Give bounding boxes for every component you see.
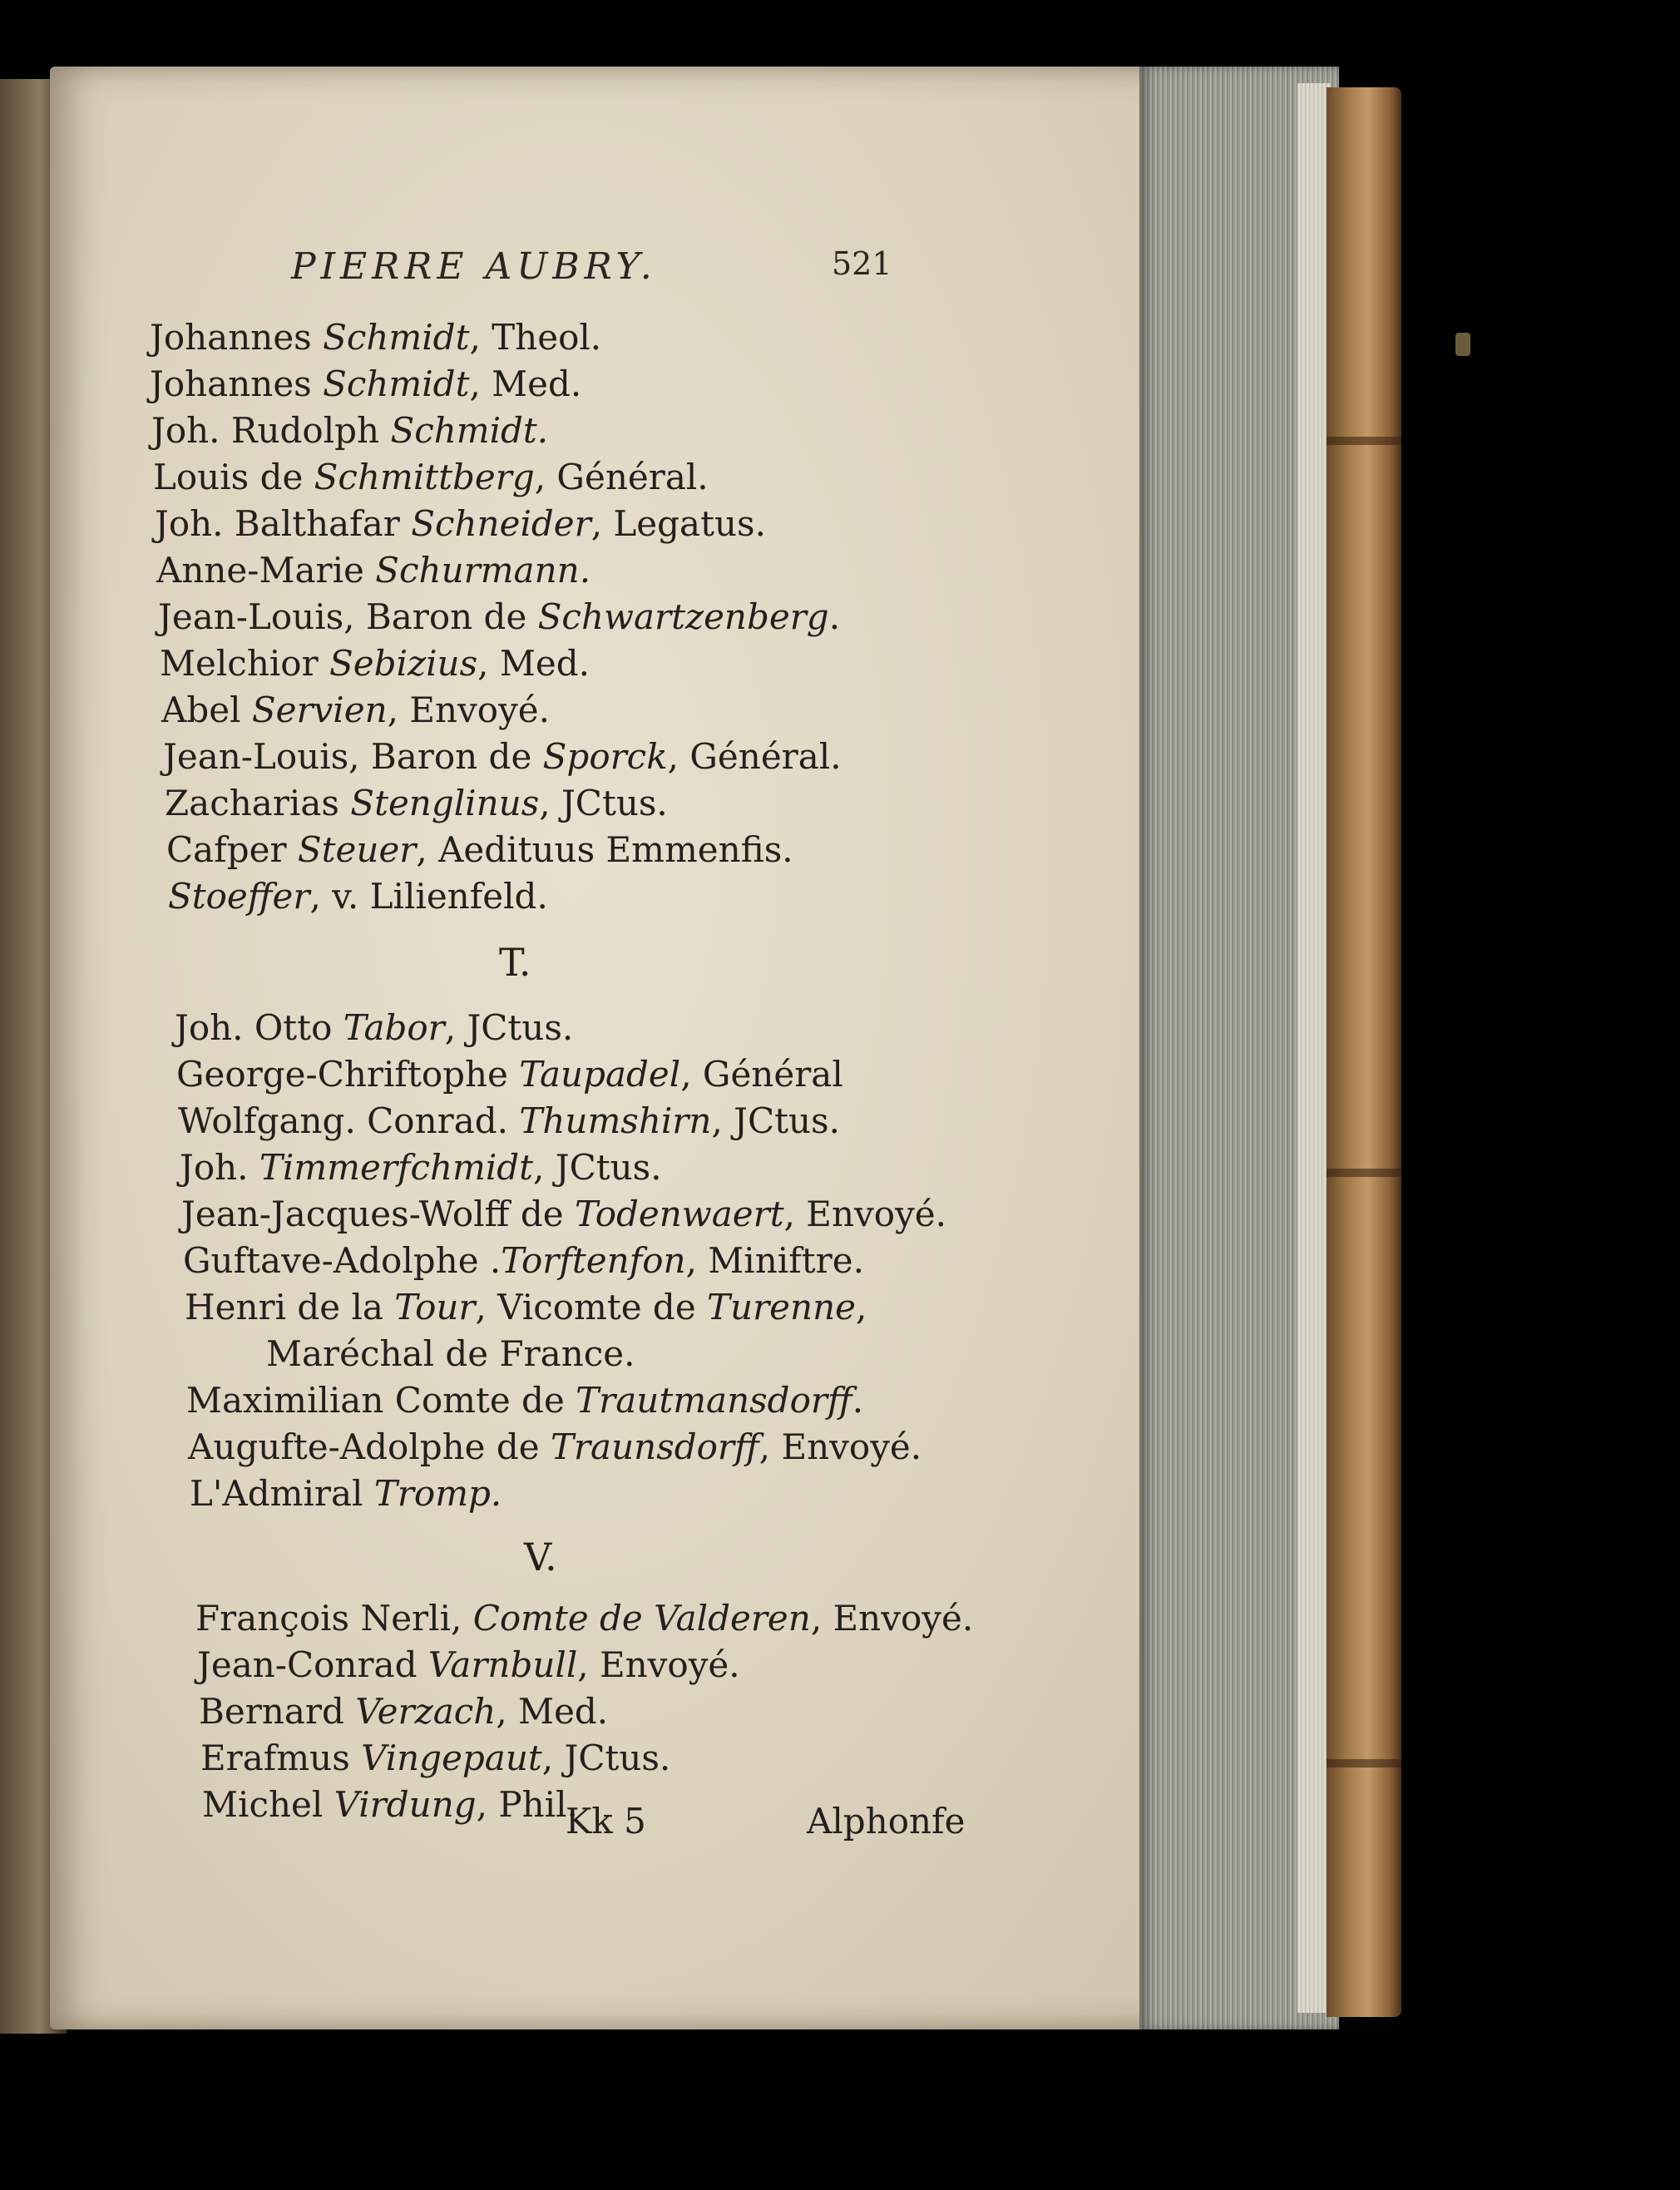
signature-mark: Kk 5 <box>566 1801 646 1841</box>
binding-band <box>1327 1169 1401 1177</box>
index-entry: Jean-Jacques-Wolff de Todenwaert, Envoyé. <box>181 1194 946 1234</box>
index-entry: Guftave-Adolphe .Torftenfon, Miniftre. <box>183 1240 864 1281</box>
index-entry: Maximilian Comte de Trautmansdorff. <box>186 1380 864 1421</box>
index-entry: L'Admiral Tromp. <box>190 1473 502 1514</box>
catchword: Alphonfe <box>807 1801 966 1841</box>
index-entry: Johannes Schmidt, Med. <box>150 363 582 404</box>
binding-band <box>1327 1759 1401 1767</box>
binding-mark <box>1455 333 1470 356</box>
index-entry: Erafmus Vingepaut, JCtus. <box>200 1738 671 1778</box>
index-entry-continuation: Maréchal de France. <box>266 1333 635 1374</box>
page-number: 521 <box>832 245 892 282</box>
index-entry: Joh. Timmerfchmidt, JCtus. <box>180 1147 662 1188</box>
index-entry: Jean-Conrad Varnbull, Envoyé. <box>197 1644 740 1685</box>
section-heading-t: T. <box>499 940 531 985</box>
binding-band <box>1327 437 1401 445</box>
index-entry: Jean-Louis, Baron de Sporck, Général. <box>163 736 842 777</box>
index-entry: Abel Servien, Envoyé. <box>161 690 550 730</box>
index-entry: Anne-Marie Schurmann. <box>156 550 591 591</box>
index-entry: Cafper Steuer, Aedituus Emmenfis. <box>166 829 793 870</box>
index-entry: Joh. Rudolph Schmidt. <box>151 410 549 451</box>
index-entry: Michel Virdung, Phil. <box>202 1784 578 1825</box>
page-block-edge-light <box>1297 83 1331 2013</box>
section-heading-v: V. <box>524 1535 557 1579</box>
index-entry: Wolfgang. Conrad. Thumshirn, JCtus. <box>178 1100 840 1141</box>
index-entry: George-Chriftophe Taupadel, Général <box>176 1054 843 1095</box>
index-entry: Melchior Sebizius, Med. <box>160 643 590 684</box>
index-entry: Zacharias Stenglinus, JCtus. <box>165 783 668 823</box>
index-entry: Bernard Verzach, Med. <box>199 1691 609 1732</box>
index-entry: François Nerli, Comte de Valderen, Envoyé. <box>195 1598 974 1639</box>
index-entry: Henri de la Tour, Vicomte de Turenne, <box>185 1287 867 1327</box>
index-entry: Augufte-Adolphe de Traunsdorff, Envoyé. <box>188 1426 922 1467</box>
index-entry: Stoeffer, v. Lilienfeld. <box>168 876 548 917</box>
index-entry: Louis de Schmittberg, Général. <box>153 457 709 497</box>
index-entry: Johannes Schmidt, Theol. <box>150 317 602 358</box>
running-title: PIERRE AUBRY. <box>291 245 657 288</box>
leather-binding <box>1327 87 1401 2017</box>
index-entry: Joh. Balthafar Schneider, Legatus. <box>155 503 766 544</box>
index-entry: Jean-Louis, Baron de Schwartzenberg. <box>158 596 841 637</box>
index-entry: Joh. Otto Tabor, JCtus. <box>175 1007 574 1048</box>
